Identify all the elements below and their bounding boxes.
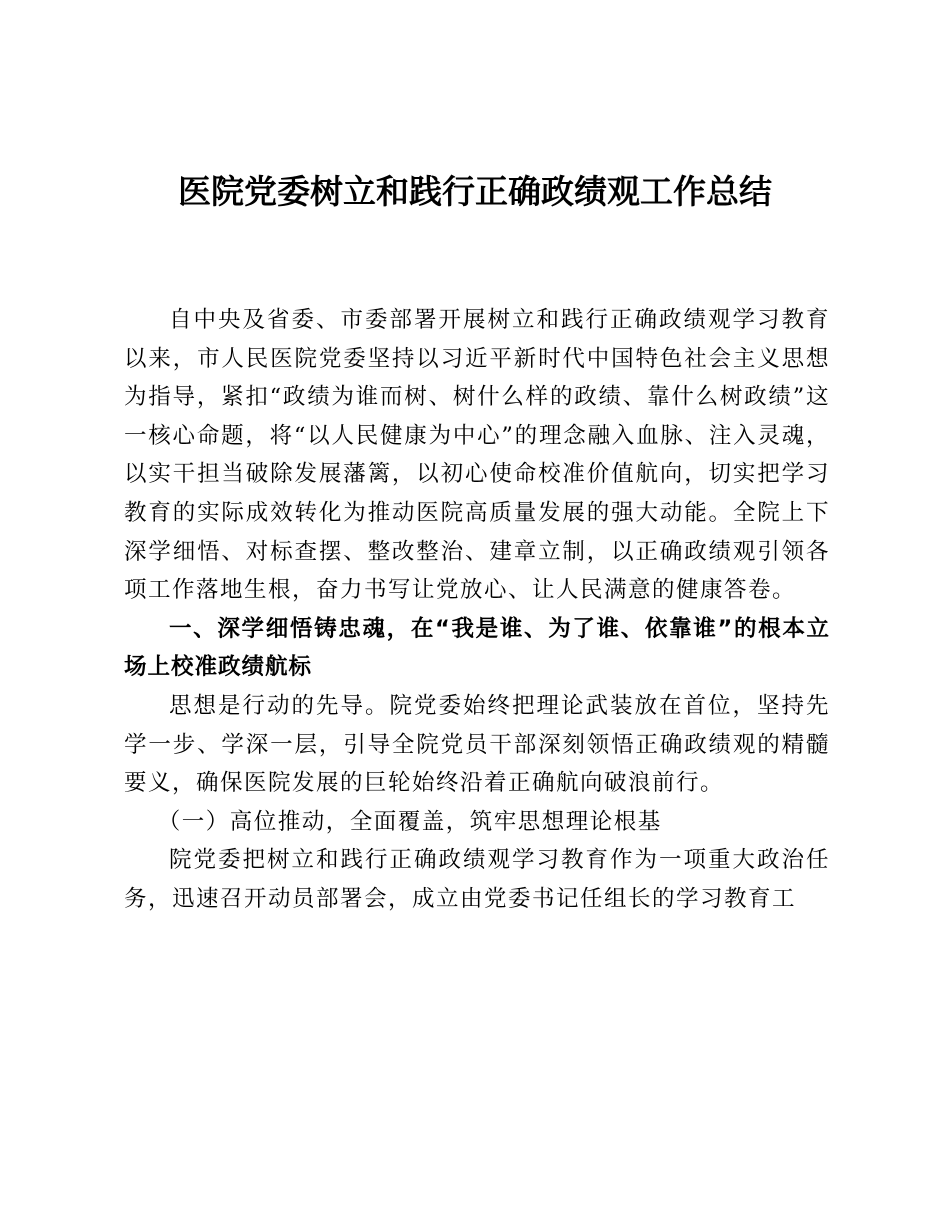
intro-paragraph: 自中央及省委、市委部署开展树立和践行正确政绩观学习教育以来，市人民医院党委坚持以习近平新时代中国特色社会主义思想为指导，紧扣“政绩为谁而树、树什么样的政绩、靠什么树政绩”这一核心命题，将“以人民健康为中心”的理念融入血脉、注入灵魂，以实干担当破除发展藩篱，以初心使命校准价值航向，切实把学习教育的实际成效转化为推动医院高质量发展的强大动能。全院上下深学细悟、对标查摆、整改整治、建章立制，以正确政绩观引领各项工作落地生根，奋力书写让党放心、让人民满意的健康答卷。 [124, 307, 830, 604]
document-title: 医院党委树立和践行正确政绩观工作总结 [178, 172, 772, 211]
document-body [124, 301, 830, 919]
subsection-1-1-paragraph: 院党委把树立和践行正确政绩观学习教育作为一项重大政治任务，迅速召开动员部署会，成立由党委书记任组长的学习教育工 [124, 847, 830, 912]
subsection-heading-1-1: （一）高位推动，全面覆盖，筑牢思想理论根基 [157, 808, 662, 835]
section-heading-1: 一、深学细悟铸忠魂，在“我是谁、为了谁、依靠谁”的根本立场上校准政绩航标 [124, 615, 830, 681]
section-1-paragraph: 思想是行动的先导。院党委始终把理论武装放在首位，坚持先学一步、学深一层，引导全院党员干部深刻领悟正确政绩观的精髓要义，确保医院发展的巨轮始终沿着正确航向破浪前行。 [124, 692, 830, 797]
